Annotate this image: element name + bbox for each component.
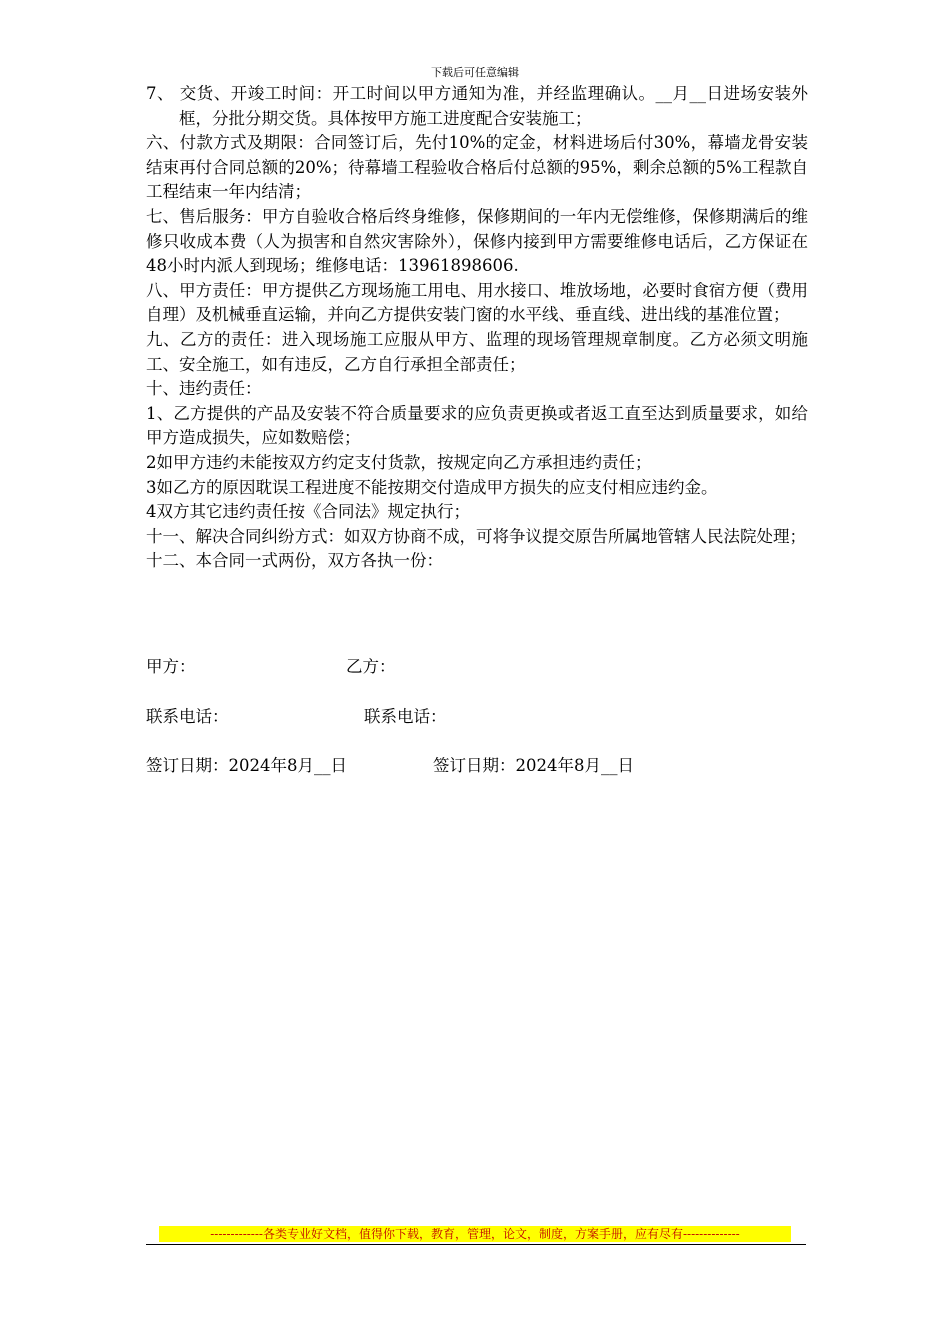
party-b-sign-date: 签订日期：2024年8月__日 (433, 756, 634, 775)
clause-dispute: 十一、解决合同纠纷方式：如双方协商不成，可将争议提交原告所属地管辖人民法院处理； (146, 526, 806, 546)
party-a-sign-date: 签订日期：2024年8月__日 (146, 756, 347, 775)
party-b-label: 乙方： (346, 657, 396, 676)
clause-delivery: 7、 交货、开竣工时间：开工时间以甲方通知为准，并经监理确认。__月__日进场安装外框，分批分期交货。具体按甲方施工进度配合安装施工； (146, 84, 808, 128)
clause-payment: 六、付款方式及期限：合同签订后，先付10%的定金，材料进场后付30%，幕墙龙骨安装结束再付合同总额的20%；待幕墙工程验收合格后付总额的95%，剩余总额的5%工程款自工程结束一年内结清； (146, 133, 808, 202)
footer-banner: -------------各类专业好文档，值得你下载，教育，管理，论文，制度，方案手册，应有尽有-------------- (159, 1226, 791, 1242)
party-a-label: 甲方： (146, 657, 196, 676)
contract-body (146, 82, 808, 574)
party-b-phone-label: 联系电话： (364, 707, 447, 726)
clause-party-a-duties: 八、甲方责任：甲方提供乙方现场施工用电、用水接口、堆放场地，必要时食宿方便（费用自理）及机械垂直运输，并向乙方提供安装门窗的水平线、垂直线、进出线的基准位置； (146, 280, 808, 325)
footer-divider (146, 1244, 806, 1245)
clause-breach-3: 3如乙方的原因耽误工程进度不能按期交付造成甲方损失的应支付相应违约金。 (146, 477, 718, 497)
party-a-phone-label: 联系电话： (146, 707, 229, 726)
page-header: 下载后可任意编辑 (431, 66, 519, 79)
clause-breach-heading: 十、违约责任： (146, 379, 262, 399)
clause-copies: 十二、本合同一式两份，双方各执一份： (146, 551, 443, 571)
clause-party-b-duties: 九、乙方的责任：进入现场施工应服从甲方、监理的现场管理规章制度。乙方必须文明施工、安全施工，如有违反，乙方自行承担全部责任； (146, 329, 808, 374)
clause-breach-1: 1、乙方提供的产品及安装不符合质量要求的应负责更换或者返工直至达到质量要求，如给甲方造成损失，应如数赔偿； (146, 403, 808, 448)
clause-after-sales: 七、售后服务：甲方自验收合格后终身维修，保修期间的一年内无偿维修，保修期满后的维修只收成本费（人为损害和自然灾害除外），保修内接到甲方需要维修电话后，乙方保证在48小时内派人到现场；维修电话：13961898606. (146, 206, 808, 276)
clause-breach-2: 2如甲方违约未能按双方约定支付货款，按规定向乙方承担违约责任； (146, 452, 652, 472)
clause-breach-4: 4双方其它违约责任按《合同法》规定执行； (146, 502, 470, 522)
